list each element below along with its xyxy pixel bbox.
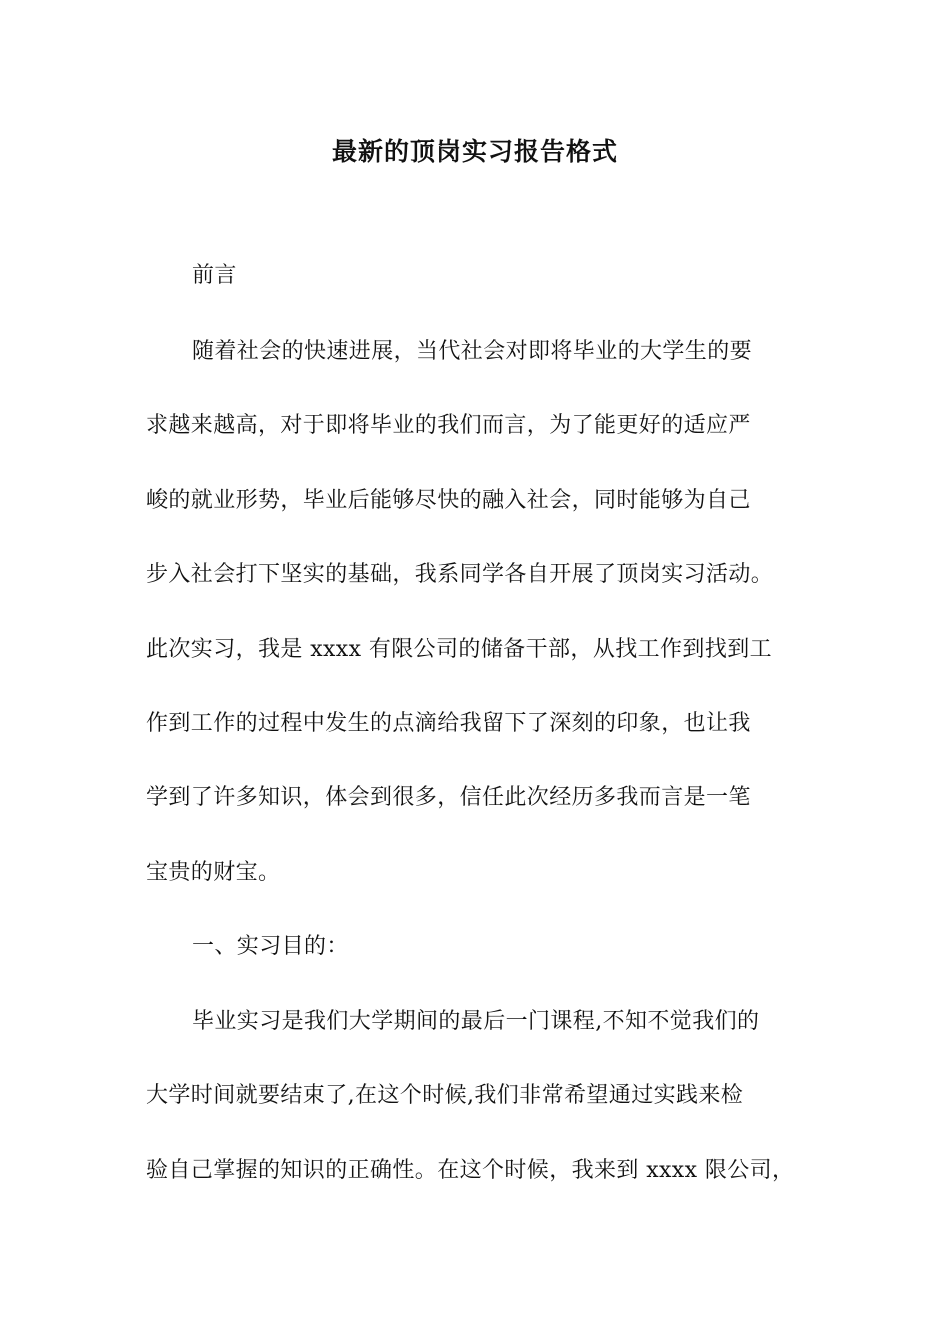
paragraph-line: 学到了许多知识，体会到很多，信任此次经历多我而言是一笔	[146, 785, 751, 810]
paragraph-line: 作到工作的过程中发生的点滴给我留下了深刻的印象，也让我	[146, 711, 751, 736]
paragraph-line: 峻的就业形势，毕业后能够尽快的融入社会，同时能够为自己	[146, 488, 751, 513]
section-heading: 一、实习目的：	[192, 934, 349, 959]
paragraph-line: 此次实习，我是 xxxx 有限公司的储备干部，从找工作到找到工	[146, 637, 773, 662]
paragraph-line: 步入社会打下坚实的基础，我系同学各自开展了顶岗实习活动。	[146, 562, 774, 587]
document-title: 最新的顶岗实习报告格式	[331, 137, 618, 166]
paragraph-line: 求越来越高，对于即将毕业的我们而言，为了能更好的适应严	[146, 413, 751, 438]
heading-preface: 前言	[192, 263, 237, 288]
paragraph-line: 大学时间就要结束了,在这个时候,我们非常希望通过实践来检	[146, 1083, 744, 1108]
paragraph-line: 毕业实习是我们大学期间的最后一门课程,不知不觉我们的	[192, 1009, 760, 1034]
paragraph-line: 宝贵的财宝。	[146, 860, 281, 885]
paragraph-line: 随着社会的快速进展，当代社会对即将毕业的大学生的要	[192, 339, 753, 364]
paragraph-line: 验自己掌握的知识的正确性。在这个时候，我来到 xxxx 限公司，	[146, 1158, 795, 1183]
